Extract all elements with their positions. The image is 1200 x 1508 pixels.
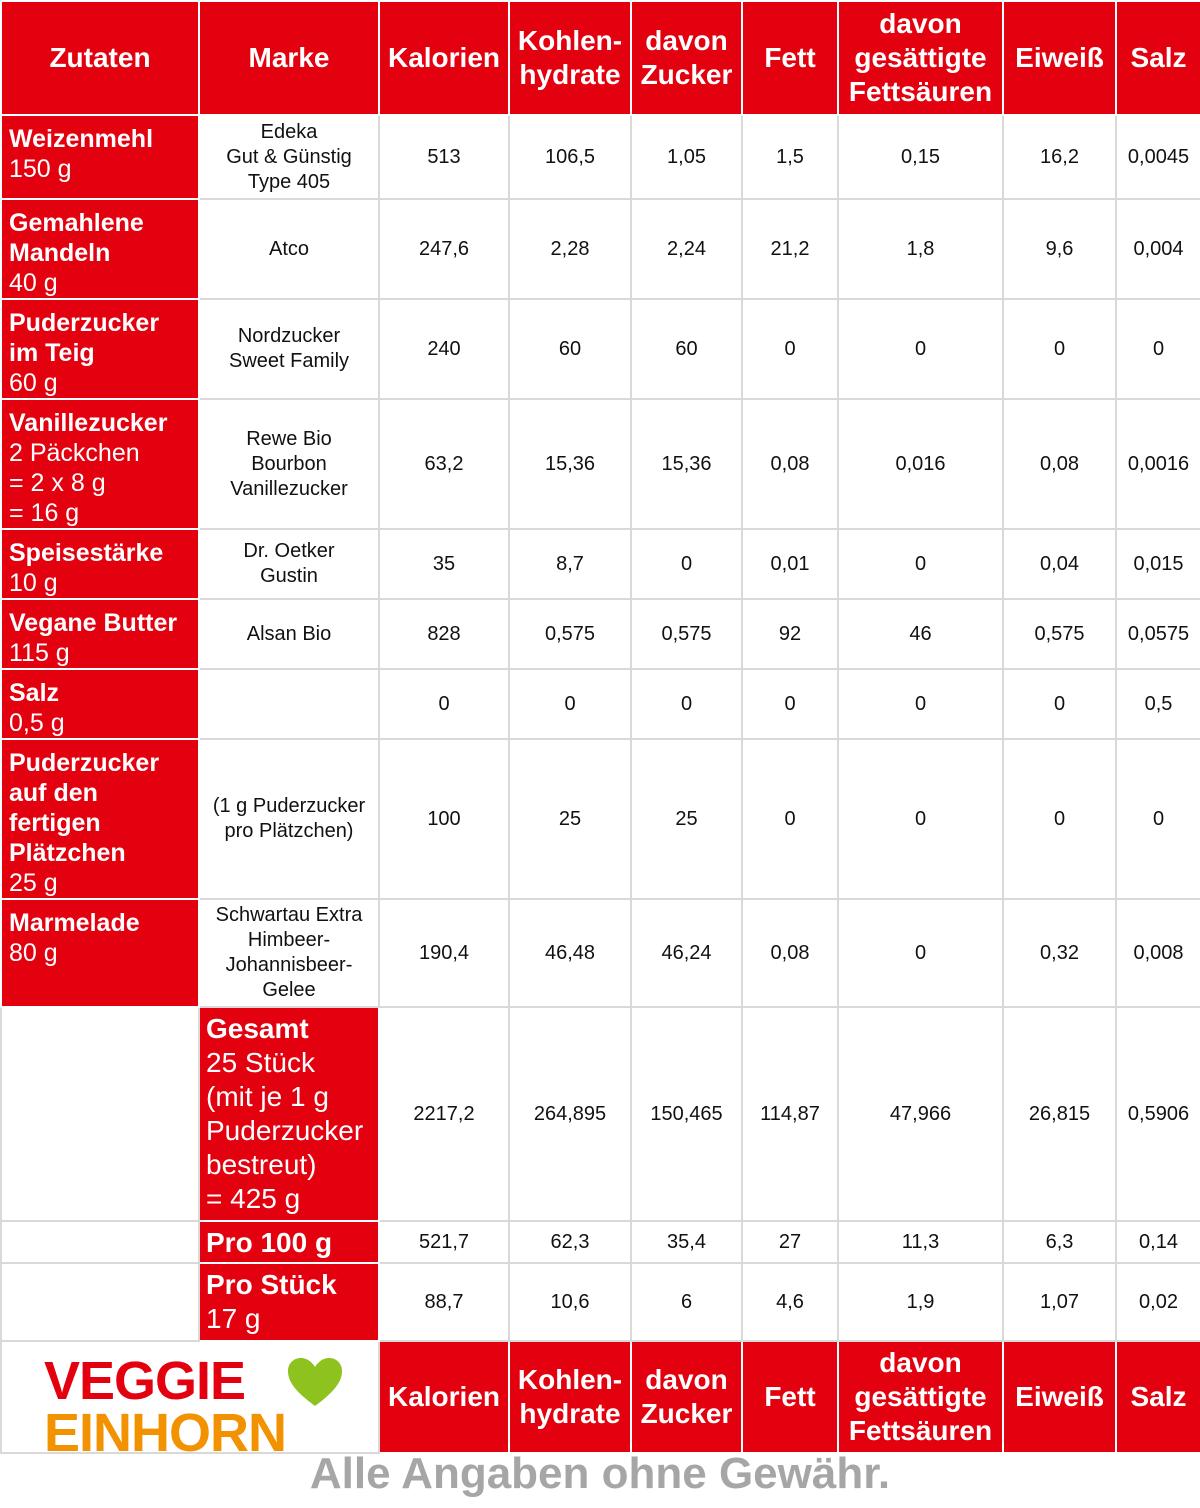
blank-cell: [1, 1007, 199, 1221]
table-row: [1, 299, 1200, 399]
totals-row: [1, 1263, 1200, 1341]
total-value-cell: 521,7: [379, 1221, 509, 1263]
header-fett: Fett: [742, 1, 838, 115]
blank-cell: [1, 1263, 199, 1341]
value-cell: 0: [1116, 739, 1200, 899]
footer-kohlenhydrate-line2: hydrate: [519, 1398, 621, 1429]
total-value-cell: 1,9: [838, 1263, 1003, 1341]
value-cell: 15,36: [631, 399, 742, 529]
total-sub: Puderzucker: [206, 1115, 364, 1146]
value-cell: 9,6: [1003, 199, 1116, 299]
brand-line: Type 405: [247, 170, 331, 193]
footer-kohlenhydrate-line1: Kohlen-: [517, 1364, 623, 1395]
ingredient-name: Vanillezucker: [9, 409, 168, 437]
value-cell: 0,0045: [1116, 115, 1200, 199]
ingredient-name: Gemahlene: [9, 209, 144, 237]
total-sub: 25 Stück: [206, 1047, 315, 1078]
header-kohlenhydrate-line2: hydrate: [519, 59, 621, 90]
totals-row: [1, 1007, 1200, 1221]
total-label-cell: [199, 1221, 379, 1263]
header-marke: Marke: [199, 1, 379, 115]
value-cell: 0,0016: [1116, 399, 1200, 529]
ingredient-name: Vegane Butter: [9, 609, 178, 637]
total-value-cell: 2217,2: [379, 1007, 509, 1221]
brand-line: Edeka: [260, 120, 318, 143]
total-value-cell: 27: [742, 1221, 838, 1263]
heart-icon: [286, 1356, 344, 1408]
value-cell: 0: [838, 299, 1003, 399]
table-row: [1, 529, 1200, 599]
ingredient-amount: = 2 x 8 g: [9, 469, 106, 497]
brand-line: Schwartau Extra: [215, 904, 363, 926]
footer-fettsaeuren-line1: davon: [879, 1347, 962, 1378]
value-cell: 35: [379, 529, 509, 599]
footer-zucker-line1: davon: [645, 1364, 728, 1395]
value-cell: 0: [1003, 669, 1116, 739]
header-fettsaeuren-line1: davon: [879, 8, 962, 39]
brand-line: Gelee: [262, 979, 316, 1001]
value-cell: 0: [509, 669, 631, 739]
value-cell: 0: [742, 669, 838, 739]
total-value-cell: 0,14: [1116, 1221, 1200, 1263]
ingredient-amount: 10 g: [9, 569, 58, 597]
brand-line: Atco: [268, 237, 310, 260]
total-sub: (mit je 1 g: [206, 1081, 329, 1112]
ingredient-name: Weizenmehl: [9, 125, 154, 153]
table-row: [1, 599, 1200, 669]
total-value-cell: 264,895: [509, 1007, 631, 1221]
totals-body: [1, 1007, 1200, 1341]
ingredient-name: Puderzucker: [9, 309, 160, 337]
brand-cell: [199, 739, 379, 899]
brand-cell: [199, 669, 379, 739]
brand-line: Alsan Bio: [246, 622, 332, 645]
ingredient-name: im Teig: [9, 339, 95, 367]
value-cell: 8,7: [509, 529, 631, 599]
value-cell: 0: [379, 669, 509, 739]
ingredient-name: Marmelade: [9, 909, 140, 937]
brand-line: (1 g Puderzucker: [212, 795, 366, 817]
value-cell: 0,08: [742, 399, 838, 529]
logo-veggie: VEGGIE: [44, 1351, 246, 1411]
value-cell: 106,5: [509, 115, 631, 199]
brand-cell: [199, 199, 379, 299]
footer-kohlenhydrate: [509, 1341, 631, 1453]
disclaimer: Alle Angaben ohne Gewähr.: [309, 1449, 891, 1498]
value-cell: 0,5: [1116, 669, 1200, 739]
value-cell: 0,0575: [1116, 599, 1200, 669]
header-eiweiss: Eiweiß: [1003, 1, 1116, 115]
value-cell: 0,015: [1116, 529, 1200, 599]
total-label: Gesamt: [206, 1013, 309, 1044]
ingredient-name: auf den: [9, 779, 98, 807]
ingredient-name: fertigen: [9, 809, 101, 837]
value-cell: 15,36: [509, 399, 631, 529]
footer-salz: Salz: [1116, 1341, 1200, 1453]
ingredients-body: [1, 115, 1200, 1007]
brand-line: Dr. Oetker: [243, 540, 335, 562]
total-label: Pro Stück: [206, 1269, 337, 1300]
total-value-cell: 47,966: [838, 1007, 1003, 1221]
ingredient-amount: = 16 g: [9, 499, 80, 527]
value-cell: 190,4: [379, 899, 509, 1007]
ingredient-cell: [1, 399, 199, 529]
total-value-cell: 62,3: [509, 1221, 631, 1263]
header-zucker-line1: davon: [645, 25, 728, 56]
value-cell: 0,04: [1003, 529, 1116, 599]
header-kalorien: Kalorien: [379, 1, 509, 115]
value-cell: 0: [631, 669, 742, 739]
value-cell: 92: [742, 599, 838, 669]
total-value-cell: 10,6: [509, 1263, 631, 1341]
brand-line: pro Plätzchen): [224, 820, 354, 842]
total-value-cell: 0,02: [1116, 1263, 1200, 1341]
table-row: [1, 199, 1200, 299]
value-cell: 240: [379, 299, 509, 399]
brand-line: Gut & Günstig: [226, 145, 352, 168]
value-cell: 46,24: [631, 899, 742, 1007]
header-zucker-line2: Zucker: [640, 59, 733, 90]
header-fettsaeuren-line3: Fettsäuren: [848, 76, 993, 107]
total-value-cell: 11,3: [838, 1221, 1003, 1263]
veggie-einhorn-logo: [44, 1351, 364, 1463]
total-label: Pro 100 g: [206, 1227, 333, 1258]
value-cell: 2,28: [509, 199, 631, 299]
ingredient-amount: 60 g: [9, 369, 58, 397]
brand-cell: [199, 529, 379, 599]
brand-cell: [199, 399, 379, 529]
header-fettsaeuren: [838, 1, 1003, 115]
total-value-cell: 1,07: [1003, 1263, 1116, 1341]
header-fettsaeuren-line2: gesättigte: [854, 42, 987, 73]
ingredient-name: Plätzchen: [9, 839, 126, 867]
total-value-cell: 88,7: [379, 1263, 509, 1341]
value-cell: 0,008: [1116, 899, 1200, 1007]
total-sub: = 425 g: [206, 1183, 301, 1214]
value-cell: 46: [838, 599, 1003, 669]
value-cell: 0,32: [1003, 899, 1116, 1007]
value-cell: 60: [509, 299, 631, 399]
total-value-cell: 114,87: [742, 1007, 838, 1221]
footer-fettsaeuren-line3: Fettsäuren: [848, 1415, 993, 1446]
value-cell: 0,15: [838, 115, 1003, 199]
ingredient-amount: 2 Päckchen: [9, 439, 140, 467]
table-row: [1, 399, 1200, 529]
ingredient-name: Salz: [9, 679, 60, 707]
logo-cell: [1, 1341, 379, 1463]
footer-fettsaeuren-line2: gesättigte: [854, 1381, 987, 1412]
value-cell: 1,05: [631, 115, 742, 199]
table-row: [1, 115, 1200, 199]
brand-line: Rewe Bio: [246, 427, 332, 450]
logo-einhorn: EINHORN: [44, 1403, 287, 1463]
table-row: [1, 899, 1200, 1007]
value-cell: 0: [838, 739, 1003, 899]
value-cell: 0: [742, 739, 838, 899]
value-cell: 247,6: [379, 199, 509, 299]
footer-row: [1, 1341, 1200, 1453]
header-row: [1, 1, 1200, 115]
value-cell: 21,2: [742, 199, 838, 299]
ingredient-amount: 150 g: [9, 155, 72, 183]
total-value-cell: 0,5906: [1116, 1007, 1200, 1221]
brand-cell: [199, 115, 379, 199]
brand-line: Sweet Family: [228, 350, 350, 372]
value-cell: 0: [742, 299, 838, 399]
brand-cell: [199, 599, 379, 669]
ingredient-cell: [1, 299, 199, 399]
brand-line: Himbeer-: [247, 929, 331, 951]
footer-fett: Fett: [742, 1341, 838, 1453]
value-cell: 0,575: [509, 599, 631, 669]
header-kohlenhydrate-line1: Kohlen-: [517, 25, 623, 56]
total-sub: 17 g: [206, 1303, 261, 1334]
brand-cell: [199, 899, 379, 1007]
ingredient-cell: [1, 599, 199, 669]
value-cell: 0,004: [1116, 199, 1200, 299]
value-cell: 2,24: [631, 199, 742, 299]
ingredient-amount: 115 g: [9, 639, 70, 667]
value-cell: 0: [631, 529, 742, 599]
ingredient-amount: 40 g: [9, 269, 58, 297]
brand-line: Bourbon: [251, 452, 327, 475]
value-cell: 513: [379, 115, 509, 199]
ingredient-name: Puderzucker: [9, 749, 160, 777]
total-value-cell: 150,465: [631, 1007, 742, 1221]
total-value-cell: 26,815: [1003, 1007, 1116, 1221]
ingredient-name: Mandeln: [9, 239, 111, 267]
value-cell: 0: [1003, 299, 1116, 399]
ingredient-cell: [1, 199, 199, 299]
total-sub: bestreut): [206, 1149, 317, 1180]
footer-zucker-line2: Zucker: [640, 1398, 733, 1429]
value-cell: 1,5: [742, 115, 838, 199]
value-cell: 0: [838, 669, 1003, 739]
value-cell: 0: [1003, 739, 1116, 899]
value-cell: 0: [838, 529, 1003, 599]
ingredient-cell: [1, 115, 199, 199]
ingredient-amount: 25 g: [9, 869, 58, 897]
value-cell: 0: [838, 899, 1003, 1007]
brand-line: Vanillezucker: [230, 477, 348, 500]
value-cell: 828: [379, 599, 509, 669]
footer-eiweiss: Eiweiß: [1003, 1341, 1116, 1453]
value-cell: 0,016: [838, 399, 1003, 529]
value-cell: 1,8: [838, 199, 1003, 299]
blank-cell: [1, 1221, 199, 1263]
brand-cell: [199, 299, 379, 399]
value-cell: 100: [379, 739, 509, 899]
brand-line: Johannisbeer-: [225, 954, 353, 976]
brand-line: Nordzucker: [237, 325, 341, 347]
ingredient-name: Speisestärke: [9, 539, 164, 567]
value-cell: 63,2: [379, 399, 509, 529]
ingredient-amount: 0,5 g: [9, 709, 65, 737]
footer-zucker: [631, 1341, 742, 1453]
footer-fettsaeuren: [838, 1341, 1003, 1453]
table-row: [1, 669, 1200, 739]
brand-line: Gustin: [260, 565, 318, 587]
value-cell: 16,2: [1003, 115, 1116, 199]
value-cell: 0,575: [1003, 599, 1116, 669]
total-value-cell: 4,6: [742, 1263, 838, 1341]
total-value-cell: 6,3: [1003, 1221, 1116, 1263]
value-cell: 0,01: [742, 529, 838, 599]
header-kohlenhydrate: [509, 1, 631, 115]
total-value-cell: 35,4: [631, 1221, 742, 1263]
total-label-cell: [199, 1263, 379, 1341]
value-cell: 25: [509, 739, 631, 899]
value-cell: 0,08: [742, 899, 838, 1007]
value-cell: 60: [631, 299, 742, 399]
total-value-cell: 6: [631, 1263, 742, 1341]
header-zutaten: Zutaten: [1, 1, 199, 115]
ingredient-cell: [1, 669, 199, 739]
value-cell: 0,08: [1003, 399, 1116, 529]
total-label-cell: [199, 1007, 379, 1221]
value-cell: 0,575: [631, 599, 742, 669]
footer-kalorien: Kalorien: [379, 1341, 509, 1453]
ingredient-cell: [1, 529, 199, 599]
ingredient-amount: 80 g: [9, 939, 58, 967]
table-row: [1, 739, 1200, 899]
ingredient-cell: [1, 739, 199, 899]
value-cell: 25: [631, 739, 742, 899]
header-salz: Salz: [1116, 1, 1200, 115]
header-zucker: [631, 1, 742, 115]
totals-row: [1, 1221, 1200, 1263]
value-cell: 46,48: [509, 899, 631, 1007]
value-cell: 0: [1116, 299, 1200, 399]
ingredient-cell: [1, 899, 199, 1007]
